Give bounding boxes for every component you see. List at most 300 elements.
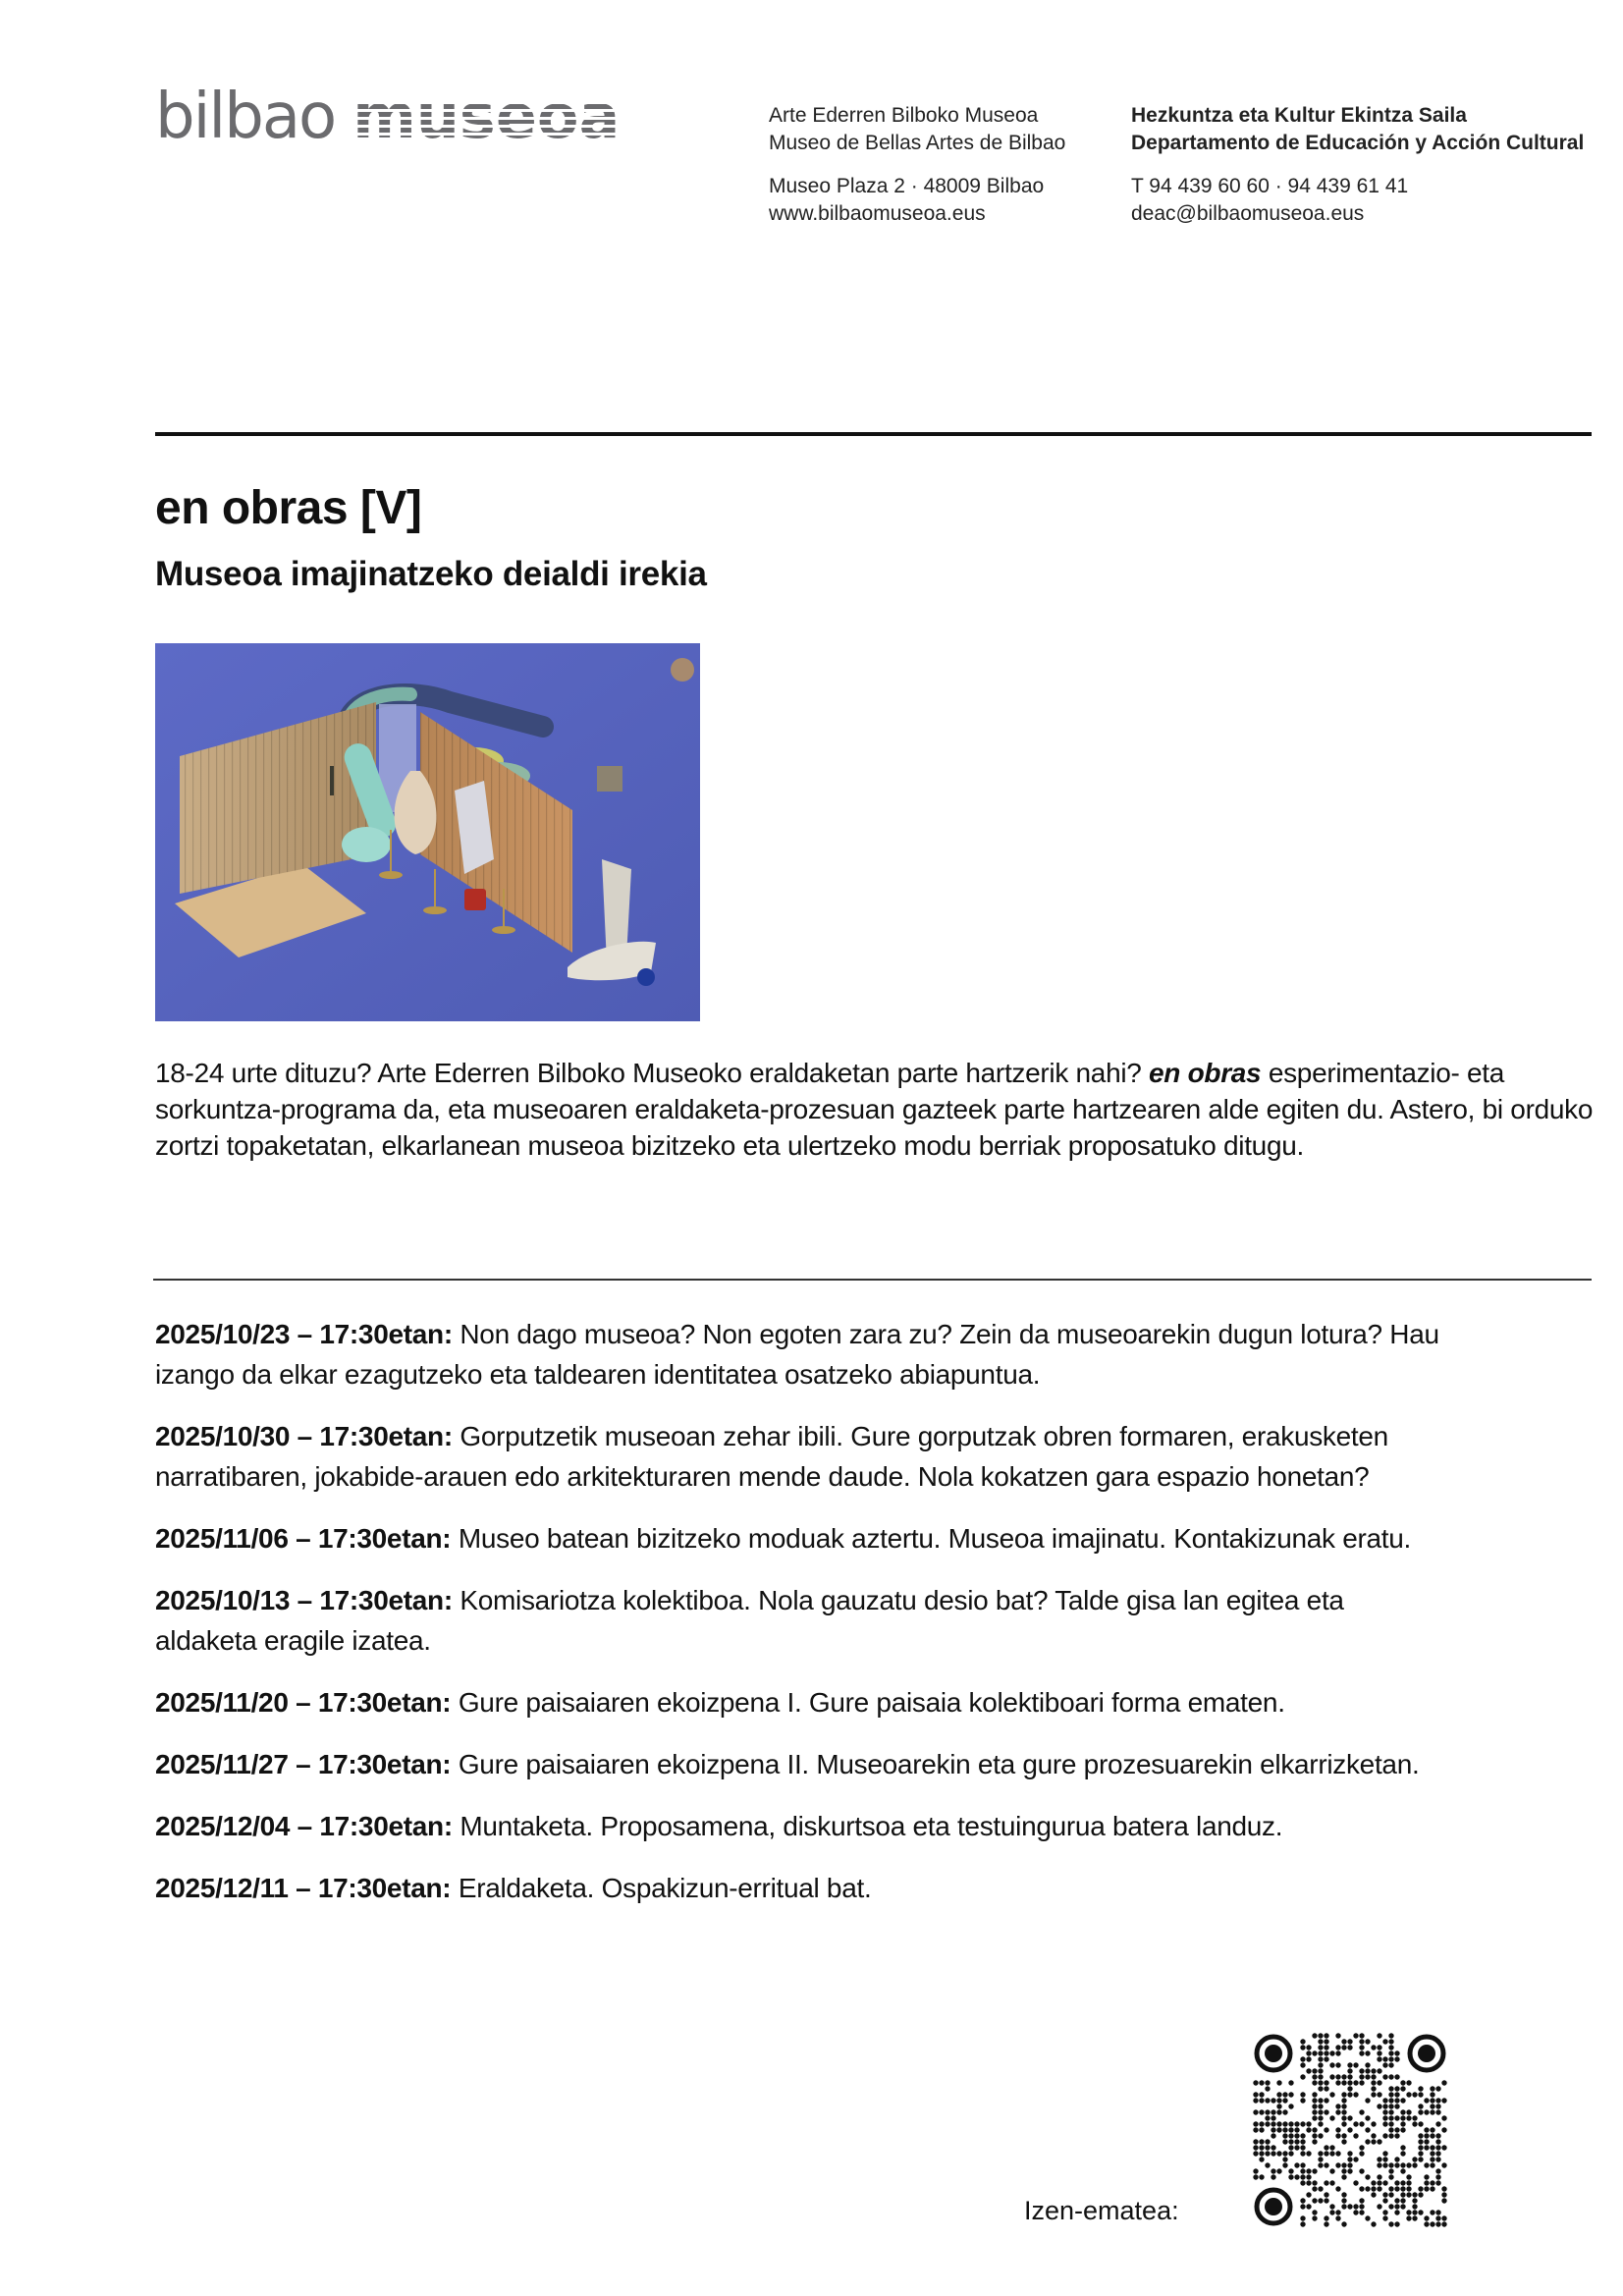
qr-module: [1282, 2157, 1287, 2161]
schedule-description: Gure paisaiaren ekoizpena I. Gure paisaia kolektiboari forma ematen.: [451, 1687, 1285, 1718]
qr-module: [1341, 2133, 1346, 2138]
qr-module: [1406, 2109, 1411, 2114]
qr-module: [1306, 2068, 1311, 2073]
qr-module: [1312, 2210, 1317, 2214]
qr-module: [1253, 2092, 1258, 2097]
qr-module: [1294, 2121, 1299, 2126]
qr-module: [1441, 2098, 1446, 2103]
qr-module: [1394, 2180, 1399, 2185]
qr-module: [1424, 2145, 1429, 2150]
qr-module: [1365, 2139, 1370, 2144]
qr-module: [1424, 2180, 1429, 2185]
qr-module: [1324, 2045, 1328, 2050]
qr-module: [1324, 2127, 1328, 2132]
qr-module: [1341, 2204, 1346, 2209]
qr-module: [1400, 2115, 1405, 2120]
qr-module: [1382, 2210, 1387, 2214]
qr-module: [1394, 2086, 1399, 2091]
qr-module: [1312, 2180, 1317, 2185]
qr-module: [1300, 2074, 1305, 2079]
qr-module: [1324, 2098, 1328, 2103]
qr-module: [1341, 2039, 1346, 2044]
qr-module: [1347, 2092, 1352, 2097]
qr-module: [1382, 2215, 1387, 2220]
qr-module: [1335, 2104, 1340, 2108]
qr-module: [1306, 2204, 1311, 2209]
qr-module: [1253, 2109, 1258, 2114]
qr-module: [1259, 2092, 1264, 2097]
qr-module: [1394, 2056, 1399, 2061]
qr-module: [1318, 2045, 1323, 2050]
qr-module: [1288, 2174, 1293, 2179]
qr-module: [1341, 2121, 1346, 2126]
museum-contact-block: [769, 102, 1065, 228]
qr-module: [1306, 2192, 1311, 2197]
qr-module: [1312, 2092, 1317, 2097]
qr-module: [1341, 2162, 1346, 2167]
qr-module: [1353, 2062, 1358, 2067]
qr-module: [1341, 2109, 1346, 2114]
qr-module: [1388, 2121, 1393, 2126]
qr-module: [1406, 2115, 1411, 2120]
qr-module: [1288, 2151, 1293, 2156]
qr-module: [1359, 2045, 1364, 2050]
qr-module: [1329, 2145, 1334, 2150]
qr-module: [1365, 2115, 1370, 2120]
qr-module: [1300, 2198, 1305, 2203]
qr-module: [1400, 2151, 1405, 2156]
qr-module: [1265, 2145, 1270, 2150]
qr-module: [1335, 2186, 1340, 2191]
qr-module: [1306, 2174, 1311, 2179]
qr-module: [1435, 2157, 1440, 2161]
qr-module: [1424, 2186, 1429, 2191]
qr-module: [1347, 2204, 1352, 2209]
qr-module: [1388, 2050, 1393, 2055]
qr-module: [1377, 2139, 1381, 2144]
qr-module: [1347, 2045, 1352, 2050]
qr-module: [1312, 2109, 1317, 2114]
qr-module: [1430, 2157, 1434, 2161]
qr-module: [1388, 2174, 1393, 2179]
qr-module: [1441, 2080, 1446, 2085]
qr-module: [1418, 2192, 1423, 2197]
qr-module: [1324, 2180, 1328, 2185]
qr-module: [1377, 2162, 1381, 2167]
registration-label: Izen-ematea:: [1024, 2196, 1179, 2225]
qr-module: [1324, 2151, 1328, 2156]
qr-module: [1265, 2139, 1270, 2144]
qr-module: [1318, 2104, 1323, 2108]
museum-address: Museo Plaza 2 · 48009 Bilbao: [769, 175, 1045, 197]
qr-module: [1388, 2074, 1393, 2079]
qr-module: [1300, 2162, 1305, 2167]
qr-module: [1394, 2198, 1399, 2203]
qr-module: [1253, 2080, 1258, 2085]
qr-module: [1341, 2221, 1346, 2226]
qr-module: [1377, 2186, 1381, 2191]
qr-module: [1394, 2074, 1399, 2079]
qr-module: [1371, 2045, 1376, 2050]
qr-module: [1430, 2145, 1434, 2150]
qr-module: [1430, 2210, 1434, 2214]
qr-module: [1282, 2098, 1287, 2103]
qr-module: [1335, 2215, 1340, 2220]
qr-module: [1259, 2121, 1264, 2126]
qr-module: [1282, 2133, 1287, 2138]
logo-text-bilbao: bilbao: [155, 81, 336, 153]
qr-module: [1329, 2074, 1334, 2079]
qr-module: [1424, 2098, 1429, 2103]
qr-module: [1318, 2080, 1323, 2085]
qr-module: [1394, 2221, 1399, 2226]
qr-module: [1300, 2221, 1305, 2226]
qr-module: [1288, 2104, 1293, 2108]
qr-module: [1441, 2127, 1446, 2132]
qr-module: [1365, 2062, 1370, 2067]
qr-module: [1406, 2162, 1411, 2167]
department-email-link[interactable]: deac@bilbaomuseoa.eus: [1131, 202, 1365, 225]
qr-module: [1365, 2174, 1370, 2179]
qr-module: [1259, 2174, 1264, 2179]
qr-module: [1382, 2074, 1387, 2079]
qr-module: [1435, 2168, 1440, 2173]
qr-module: [1253, 2174, 1258, 2179]
schedule-description: Museo batean bizitzeko moduak aztertu. Museoa imajinatu. Kontakizunak eratu.: [451, 1523, 1412, 1554]
qr-module: [1359, 2145, 1364, 2150]
qr-module: [1329, 2115, 1334, 2120]
qr-module: [1371, 2086, 1376, 2091]
qr-module: [1341, 2174, 1346, 2179]
qr-module: [1259, 2145, 1264, 2150]
qr-module: [1388, 2056, 1393, 2061]
qr-module: [1435, 2215, 1440, 2220]
qr-module: [1335, 2074, 1340, 2079]
qr-module: [1412, 2157, 1417, 2161]
qr-module: [1371, 2133, 1376, 2138]
qr-module: [1324, 2086, 1328, 2091]
qr-module: [1359, 2033, 1364, 2038]
qr-module: [1276, 2098, 1281, 2103]
qr-module: [1418, 2086, 1423, 2091]
qr-module: [1435, 2174, 1440, 2179]
qr-module: [1300, 2168, 1305, 2173]
qr-module: [1282, 2121, 1287, 2126]
qr-module: [1371, 2068, 1376, 2073]
qr-module: [1359, 2080, 1364, 2085]
qr-module: [1265, 2115, 1270, 2120]
qr-module: [1312, 2168, 1317, 2173]
qr-finder-dot: [1265, 2045, 1282, 2062]
qr-module: [1388, 2086, 1393, 2091]
qr-module: [1353, 2080, 1358, 2085]
qr-module: [1435, 2098, 1440, 2103]
qr-code-graphic[interactable]: [1253, 2033, 1447, 2227]
qr-module: [1424, 2221, 1429, 2226]
qr-module: [1353, 2157, 1358, 2161]
qr-module: [1430, 2180, 1434, 2185]
qr-module: [1359, 2039, 1364, 2044]
qr-module: [1306, 2168, 1311, 2173]
qr-module: [1412, 2162, 1417, 2167]
qr-module: [1259, 2127, 1264, 2132]
qr-module: [1288, 2139, 1293, 2144]
qr-module: [1282, 2092, 1287, 2097]
qr-module: [1318, 2115, 1323, 2120]
qr-module: [1441, 2215, 1446, 2220]
qr-module: [1265, 2086, 1270, 2091]
qr-module: [1435, 2145, 1440, 2150]
qr-module: [1353, 2092, 1358, 2097]
schedule-description: Muntaketa. Proposamena, diskurtsoa eta testuingurua batera landuz.: [452, 1811, 1283, 1841]
qr-module: [1312, 2198, 1317, 2203]
qr-module: [1359, 2210, 1364, 2214]
qr-module: [1424, 2139, 1429, 2144]
qr-module: [1306, 2045, 1311, 2050]
qr-module: [1318, 2098, 1323, 2103]
qr-module: [1282, 2151, 1287, 2156]
qr-module: [1300, 2056, 1305, 2061]
qr-module: [1406, 2215, 1411, 2220]
qr-module: [1288, 2080, 1293, 2085]
qr-module: [1412, 2115, 1417, 2120]
qr-module: [1288, 2092, 1293, 2097]
qr-module: [1388, 2168, 1393, 2173]
qr-module: [1382, 2039, 1387, 2044]
qr-module: [1318, 2133, 1323, 2138]
qr-module: [1347, 2151, 1352, 2156]
qr-module: [1300, 2062, 1305, 2067]
qr-module: [1359, 2050, 1364, 2055]
qr-module: [1312, 2139, 1317, 2144]
qr-module: [1318, 2151, 1323, 2156]
qr-module: [1382, 2157, 1387, 2161]
qr-module: [1365, 2186, 1370, 2191]
qr-module: [1341, 2139, 1346, 2144]
qr-module: [1312, 2033, 1317, 2038]
qr-module: [1329, 2180, 1334, 2185]
qr-module: [1329, 2050, 1334, 2055]
qr-module: [1430, 2109, 1434, 2114]
qr-module: [1365, 2074, 1370, 2079]
qr-module: [1335, 2050, 1340, 2055]
qr-module: [1276, 2121, 1281, 2126]
qr-module: [1377, 2174, 1381, 2179]
qr-module: [1300, 2174, 1305, 2179]
qr-module: [1382, 2133, 1387, 2138]
qr-module: [1430, 2086, 1434, 2091]
qr-module: [1306, 2121, 1311, 2126]
qr-module: [1259, 2080, 1264, 2085]
qr-module: [1412, 2210, 1417, 2214]
qr-module: [1259, 2139, 1264, 2144]
museum-website-link[interactable]: www.bilbaomuseoa.eus: [769, 202, 986, 225]
qr-module: [1271, 2168, 1275, 2173]
qr-module: [1259, 2098, 1264, 2103]
qr-module: [1435, 2221, 1440, 2226]
qr-module: [1324, 2145, 1328, 2150]
qr-module: [1335, 2151, 1340, 2156]
qr-module: [1335, 2133, 1340, 2138]
qr-module: [1353, 2121, 1358, 2126]
qr-module: [1441, 2192, 1446, 2197]
qr-module: [1318, 2186, 1323, 2191]
qr-module: [1347, 2115, 1352, 2120]
qr-module: [1400, 2121, 1405, 2126]
qr-module: [1294, 2127, 1299, 2132]
section-divider: [153, 1279, 1592, 1281]
qr-module: [1388, 2109, 1393, 2114]
qr-module: [1394, 2133, 1399, 2138]
qr-module: [1435, 2104, 1440, 2108]
qr-module: [1259, 2157, 1264, 2161]
qr-module: [1271, 2174, 1275, 2179]
qr-module: [1318, 2033, 1323, 2038]
qr-module: [1359, 2068, 1364, 2073]
qr-module: [1388, 2045, 1393, 2050]
qr-module: [1335, 2162, 1340, 2167]
qr-module: [1418, 2121, 1423, 2126]
qr-module: [1441, 2186, 1446, 2191]
qr-module: [1400, 2098, 1405, 2103]
qr-module: [1335, 2210, 1340, 2214]
qr-module: [1371, 2192, 1376, 2197]
qr-module: [1329, 2210, 1334, 2214]
qr-module: [1341, 2098, 1346, 2103]
qr-module: [1329, 2062, 1334, 2067]
department-contact-block: [1131, 102, 1584, 228]
qr-module: [1294, 2174, 1299, 2179]
qr-module: [1324, 2215, 1328, 2220]
qr-module: [1324, 2192, 1328, 2197]
qr-module: [1324, 2039, 1328, 2044]
qr-module: [1377, 2104, 1381, 2108]
qr-module: [1377, 2092, 1381, 2097]
qr-module: [1430, 2133, 1434, 2138]
qr-module: [1306, 2180, 1311, 2185]
schedule-entry: [155, 1682, 1451, 1722]
schedule-entry: [155, 1518, 1451, 1558]
schedule-entry: [155, 1806, 1451, 1846]
qr-module: [1371, 2139, 1376, 2144]
qr-module: [1324, 2050, 1328, 2055]
qr-module: [1371, 2221, 1376, 2226]
qr-module: [1394, 2204, 1399, 2209]
qr-module: [1276, 2151, 1281, 2156]
qr-module: [1371, 2180, 1376, 2185]
qr-module: [1324, 2109, 1328, 2114]
qr-module: [1312, 2068, 1317, 2073]
qr-module: [1294, 2133, 1299, 2138]
qr-module: [1300, 2039, 1305, 2044]
qr-module: [1377, 2033, 1381, 2038]
qr-module: [1430, 2221, 1434, 2226]
department-name-eu: Hezkuntza eta Kultur Ekintza Saila: [1131, 104, 1467, 127]
qr-module: [1400, 2162, 1405, 2167]
qr-module: [1265, 2162, 1270, 2167]
qr-module: [1388, 2039, 1393, 2044]
qr-module: [1324, 2198, 1328, 2203]
qr-module: [1324, 2056, 1328, 2061]
schedule-description: Gure paisaiaren ekoizpena II. Museoarekin eta gure prozesuarekin elkarrizketan.: [451, 1749, 1420, 1779]
qr-module: [1406, 2092, 1411, 2097]
department-name-es: Departamento de Educación y Acción Cultural: [1131, 132, 1585, 154]
qr-finder-dot: [1265, 2198, 1282, 2215]
qr-module: [1335, 2045, 1340, 2050]
qr-module: [1271, 2151, 1275, 2156]
qr-module: [1282, 2162, 1287, 2167]
qr-module: [1441, 2162, 1446, 2167]
qr-module: [1418, 2145, 1423, 2150]
qr-module: [1300, 2151, 1305, 2156]
qr-module: [1271, 2145, 1275, 2150]
schedule-date: 2025/12/04 – 17:30etan:: [155, 1811, 453, 1841]
qr-module: [1359, 2074, 1364, 2079]
qr-module: [1318, 2198, 1323, 2203]
qr-module: [1265, 2080, 1270, 2085]
qr-module: [1388, 2221, 1393, 2226]
qr-module: [1335, 2127, 1340, 2132]
qr-module: [1382, 2198, 1387, 2203]
qr-module: [1335, 2062, 1340, 2067]
qr-module: [1400, 2180, 1405, 2185]
schedule-date: 2025/10/30 – 17:30etan:: [155, 1421, 453, 1451]
qr-code-icon[interactable]: [1253, 2033, 1447, 2227]
schedule-list: [155, 1314, 1451, 1930]
qr-module: [1253, 2139, 1258, 2144]
qr-module: [1347, 2074, 1352, 2079]
qr-module: [1359, 2121, 1364, 2126]
qr-module: [1400, 2145, 1405, 2150]
qr-module: [1324, 2080, 1328, 2085]
page-subtitle: Museoa imajinatzeko deialdi irekia: [155, 555, 707, 593]
schedule-date: 2025/10/13 – 17:30etan:: [155, 1585, 453, 1615]
qr-module: [1300, 2098, 1305, 2103]
qr-module: [1312, 2215, 1317, 2220]
qr-module: [1353, 2133, 1358, 2138]
qr-module: [1312, 2104, 1317, 2108]
qr-module: [1318, 2157, 1323, 2161]
qr-module: [1271, 2115, 1275, 2120]
qr-module: [1377, 2050, 1381, 2055]
qr-finder-dot: [1418, 2045, 1435, 2062]
qr-module: [1365, 2127, 1370, 2132]
qr-module: [1276, 2104, 1281, 2108]
qr-module: [1288, 2121, 1293, 2126]
qr-module: [1418, 2139, 1423, 2144]
qr-module: [1271, 2133, 1275, 2138]
header-divider: [155, 432, 1592, 436]
qr-module: [1400, 2109, 1405, 2114]
qr-module: [1435, 2139, 1440, 2144]
qr-module: [1371, 2092, 1376, 2097]
qr-module: [1276, 2109, 1281, 2114]
qr-module: [1371, 2121, 1376, 2126]
qr-module: [1400, 2198, 1405, 2203]
qr-module: [1382, 2162, 1387, 2167]
qr-module: [1265, 2151, 1270, 2156]
qr-module: [1382, 2098, 1387, 2103]
qr-module: [1312, 2050, 1317, 2055]
qr-module: [1300, 2092, 1305, 2097]
qr-module: [1318, 2062, 1323, 2067]
qr-module: [1265, 2098, 1270, 2103]
qr-module: [1318, 2086, 1323, 2091]
schedule-entry: [155, 1580, 1451, 1661]
qr-module: [1412, 2204, 1417, 2209]
qr-module: [1406, 2210, 1411, 2214]
qr-module: [1294, 2139, 1299, 2144]
